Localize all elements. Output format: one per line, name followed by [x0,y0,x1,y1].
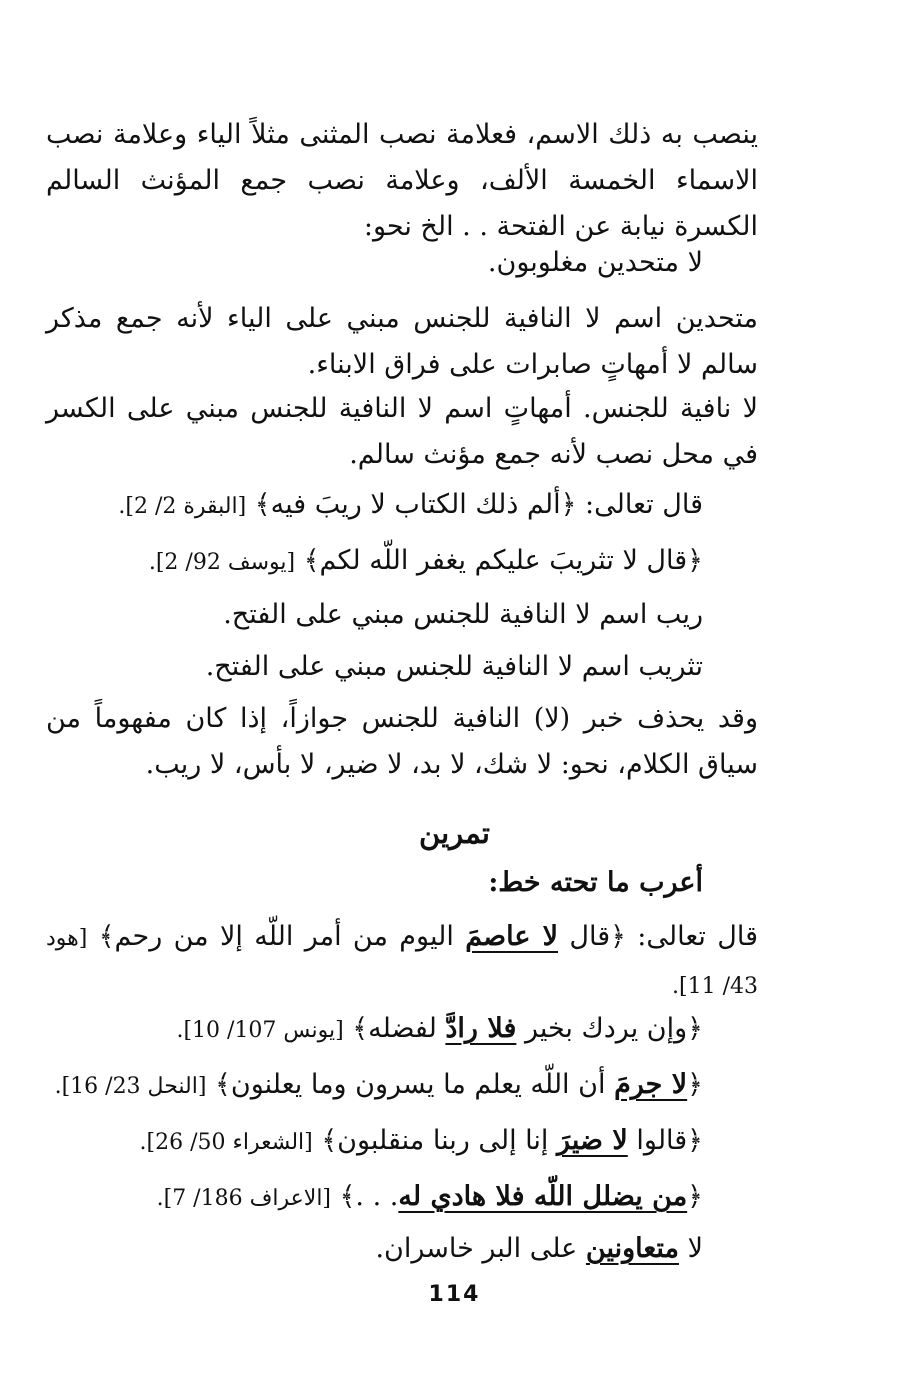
quran-quote-baqarah-text: قال تعالى: ﴿ألم ذلك الكتاب لا ريبَ فيه﴾ [254,489,703,520]
exercise-item-nahl-start: ﴿ [687,1069,703,1100]
exercise-title: تمرين [419,816,490,850]
quran-quote-yusuf [103,538,703,586]
quran-ref-yusuf: [يوسف 92/ 2]. [148,550,296,575]
exercise-instruction: أعرب ما تحته خط: [488,867,703,898]
parse-rayb [103,592,703,638]
exercise-item-mutaawinin-start: لا [679,1233,703,1264]
quran-quote-baqarah [103,482,703,530]
exercise-item-mutaawinin-end: على البر خاسران. [375,1233,586,1264]
parse-rayb-text: ريب اسم لا النافية للجنس مبني على الفتح. [223,599,703,630]
exercise-item-hud-underlined: لا عاصمَ [465,921,559,952]
example-mutahidin-text: لا متحدين مغلوبون. [487,247,703,278]
example-mutahidin [103,240,703,286]
exercise-item-nahl [54,1062,703,1110]
exercise-item-shuara-end: إنا إلى ربنا منقلبون﴾ [312,1125,557,1156]
exercise-ref-nahl: [النحل 23/ 16]. [54,1074,207,1099]
paragraph-intro [46,112,758,250]
quran-ref-baqarah: [البقرة 2/ 2]. [118,494,247,519]
exercise-item-araf-end: . . .﴾ [331,1181,399,1212]
exercise-item-mutaawinin-underlined: متعاونين [585,1233,680,1264]
exercise-item-yunus [103,1006,703,1054]
paragraph-mutahidin-parse-text: متحدين اسم لا النافية للجنس مبني على الياء لأنه جمع مذكر سالم لا أمهاتٍ صابرات على فراق الابناء. [46,303,758,380]
exercise-item-nahl-underlined: لا جرمَ [614,1069,688,1100]
exercise-item-mutaawinin [103,1226,703,1272]
exercise-item-yunus-start: ﴿وإن يردك بخير [516,1013,703,1044]
parse-tathrib [103,644,703,690]
parse-tathrib-text: تثريب اسم لا النافية للجنس مبني على الفتح. [205,651,703,682]
exercise-item-araf-underlined: من يضلل اللّه فلا هادي له [398,1181,688,1212]
exercise-item-shuara-start: ﴿قالوا [627,1125,703,1156]
quran-quote-yusuf-text: ﴿قال لا تثريبَ عليكم يغفر اللّه لكم﴾ [303,545,703,576]
exercise-item-yunus-underlined: فلا رادَّ [445,1013,517,1044]
paragraph-intro-text: ينصب به ذلك الاسم، فعلامة نصب المثنى مثلاً الياء وعلامة نصب الاسماء الخمسة الألف، وعلامة نصب جمع المؤنث السالم الكسرة نيابة عن الفتحة . . الخ نحو: [46,119,758,242]
exercise-item-nahl-end: أن اللّه يعلم ما يسرون وما يعلنون﴾ [206,1069,615,1100]
paragraph-ummahat-parse-text: لا نافية للجنس. أمهاتٍ اسم لا النافية للجنس مبني على الكسر في محل نصب لأنه جمع مؤنث سالم. [46,393,758,470]
paragraph-mutahidin-parse [46,296,758,388]
exercise-ref-shuara: [الشعراء 50/ 26]. [139,1130,313,1155]
exercise-ref-hud: [هود 43/ 11]. [46,926,758,999]
paragraph-ummahat-parse [46,386,758,478]
exercise-ref-araf: [الاعراف 186/ 7]. [156,1186,332,1211]
exercise-item-hud [46,914,758,1010]
exercise-item-araf-start: ﴿ [687,1181,703,1212]
paragraph-khabar-deletion [46,696,758,788]
exercise-item-shuara-underlined: لا ضيرَ [557,1125,628,1156]
page-number: 114 [428,1282,481,1307]
exercise-item-yunus-end: لفضله﴾ [343,1013,446,1044]
exercise-item-hud-end: اليوم من أمر اللّه إلا من رحم﴾ [87,921,466,952]
paragraph-khabar-deletion-text: وقد يحذف خبر (لا) النافية للجنس جوازاً، إذا كان مفهوماً من سياق الكلام، نحو: لا شك، لا بد، لا ضير، لا بأس، لا ريب. [46,703,758,780]
exercise-ref-yunus: [يونس 107/ 10]. [176,1018,344,1043]
exercise-item-araf [103,1174,703,1222]
exercise-item-hud-start: قال تعالى: ﴿قال [558,921,758,952]
exercise-item-shuara [103,1118,703,1166]
